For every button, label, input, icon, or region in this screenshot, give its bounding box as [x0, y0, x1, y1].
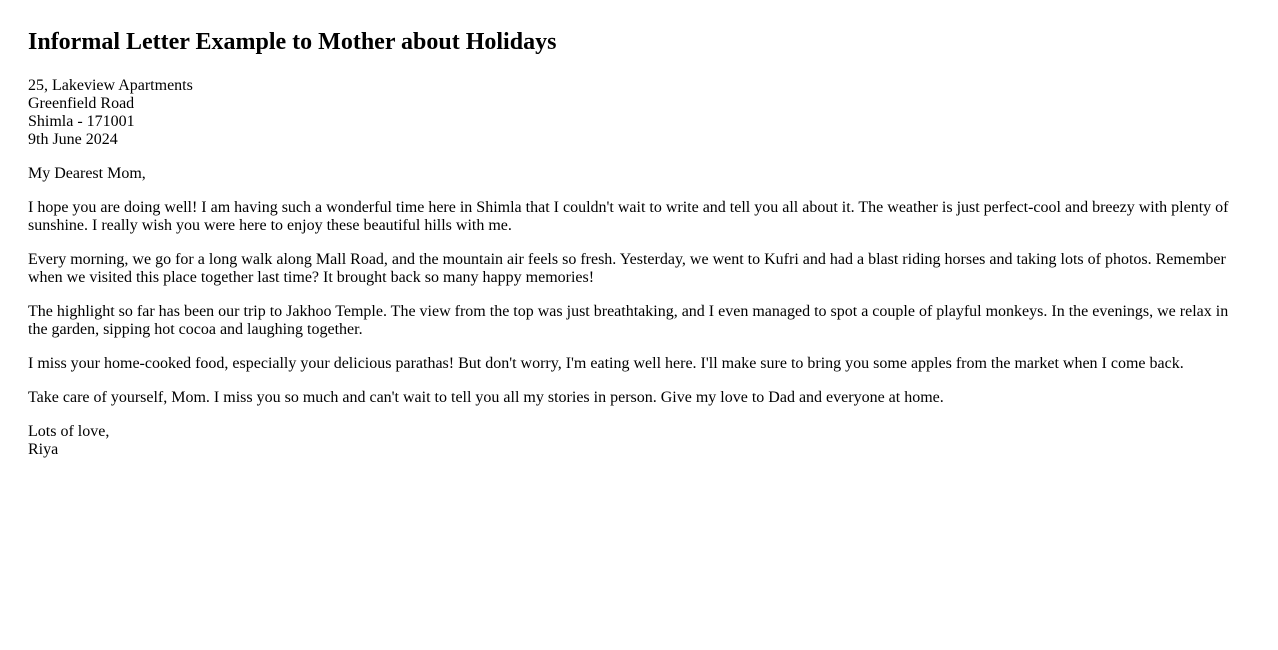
salutation: My Dearest Mom,: [28, 165, 146, 182]
body-paragraph-1: I hope you are doing well! I am having such a wonderful time here in Shimla that I couldn't wait to write and tell you all about it. The weather is just perfect-cool and breezy with plenty of sunshine. I really wish you were here to enjoy these beautiful hills with me.: [28, 199, 1229, 234]
body-paragraph-5: Take care of yourself, Mom. I miss you so much and can't wait to tell you all my stories in person. Give my love to Dad and everyone at home.: [28, 389, 944, 406]
page-title: Informal Letter Example to Mother about Holidays: [28, 29, 557, 55]
body-paragraph-2: Every morning, we go for a long walk along Mall Road, and the mountain air feels so fresh. Yesterday, we went to Kufri and had a blast riding horses and taking lots of photos. Remember when we visited this place together last time? It brought back so many happy memories!: [28, 251, 1226, 286]
letter-date: 9th June 2024: [28, 131, 118, 148]
address-line-1: 25, Lakeview Apartments: [28, 77, 193, 94]
body-paragraph-4: I miss your home-cooked food, especially your delicious parathas! But don't worry, I'm eating well here. I'll make sure to bring you some apples from the market when I come back.: [28, 355, 1184, 372]
closing: [28, 423, 1250, 459]
address-line-2: Greenfield Road: [28, 95, 135, 112]
sign-off: Lots of love,: [28, 423, 110, 440]
sender-address: [28, 77, 1250, 149]
address-line-3: Shimla - 171001: [28, 113, 135, 130]
body-paragraph-3: The highlight so far has been our trip to Jakhoo Temple. The view from the top was just breathtaking, and I even managed to spot a couple of playful monkeys. In the evenings, we relax in the garden, sipping hot cocoa and laughing together.: [28, 303, 1229, 338]
signature-name: Riya: [28, 441, 59, 458]
